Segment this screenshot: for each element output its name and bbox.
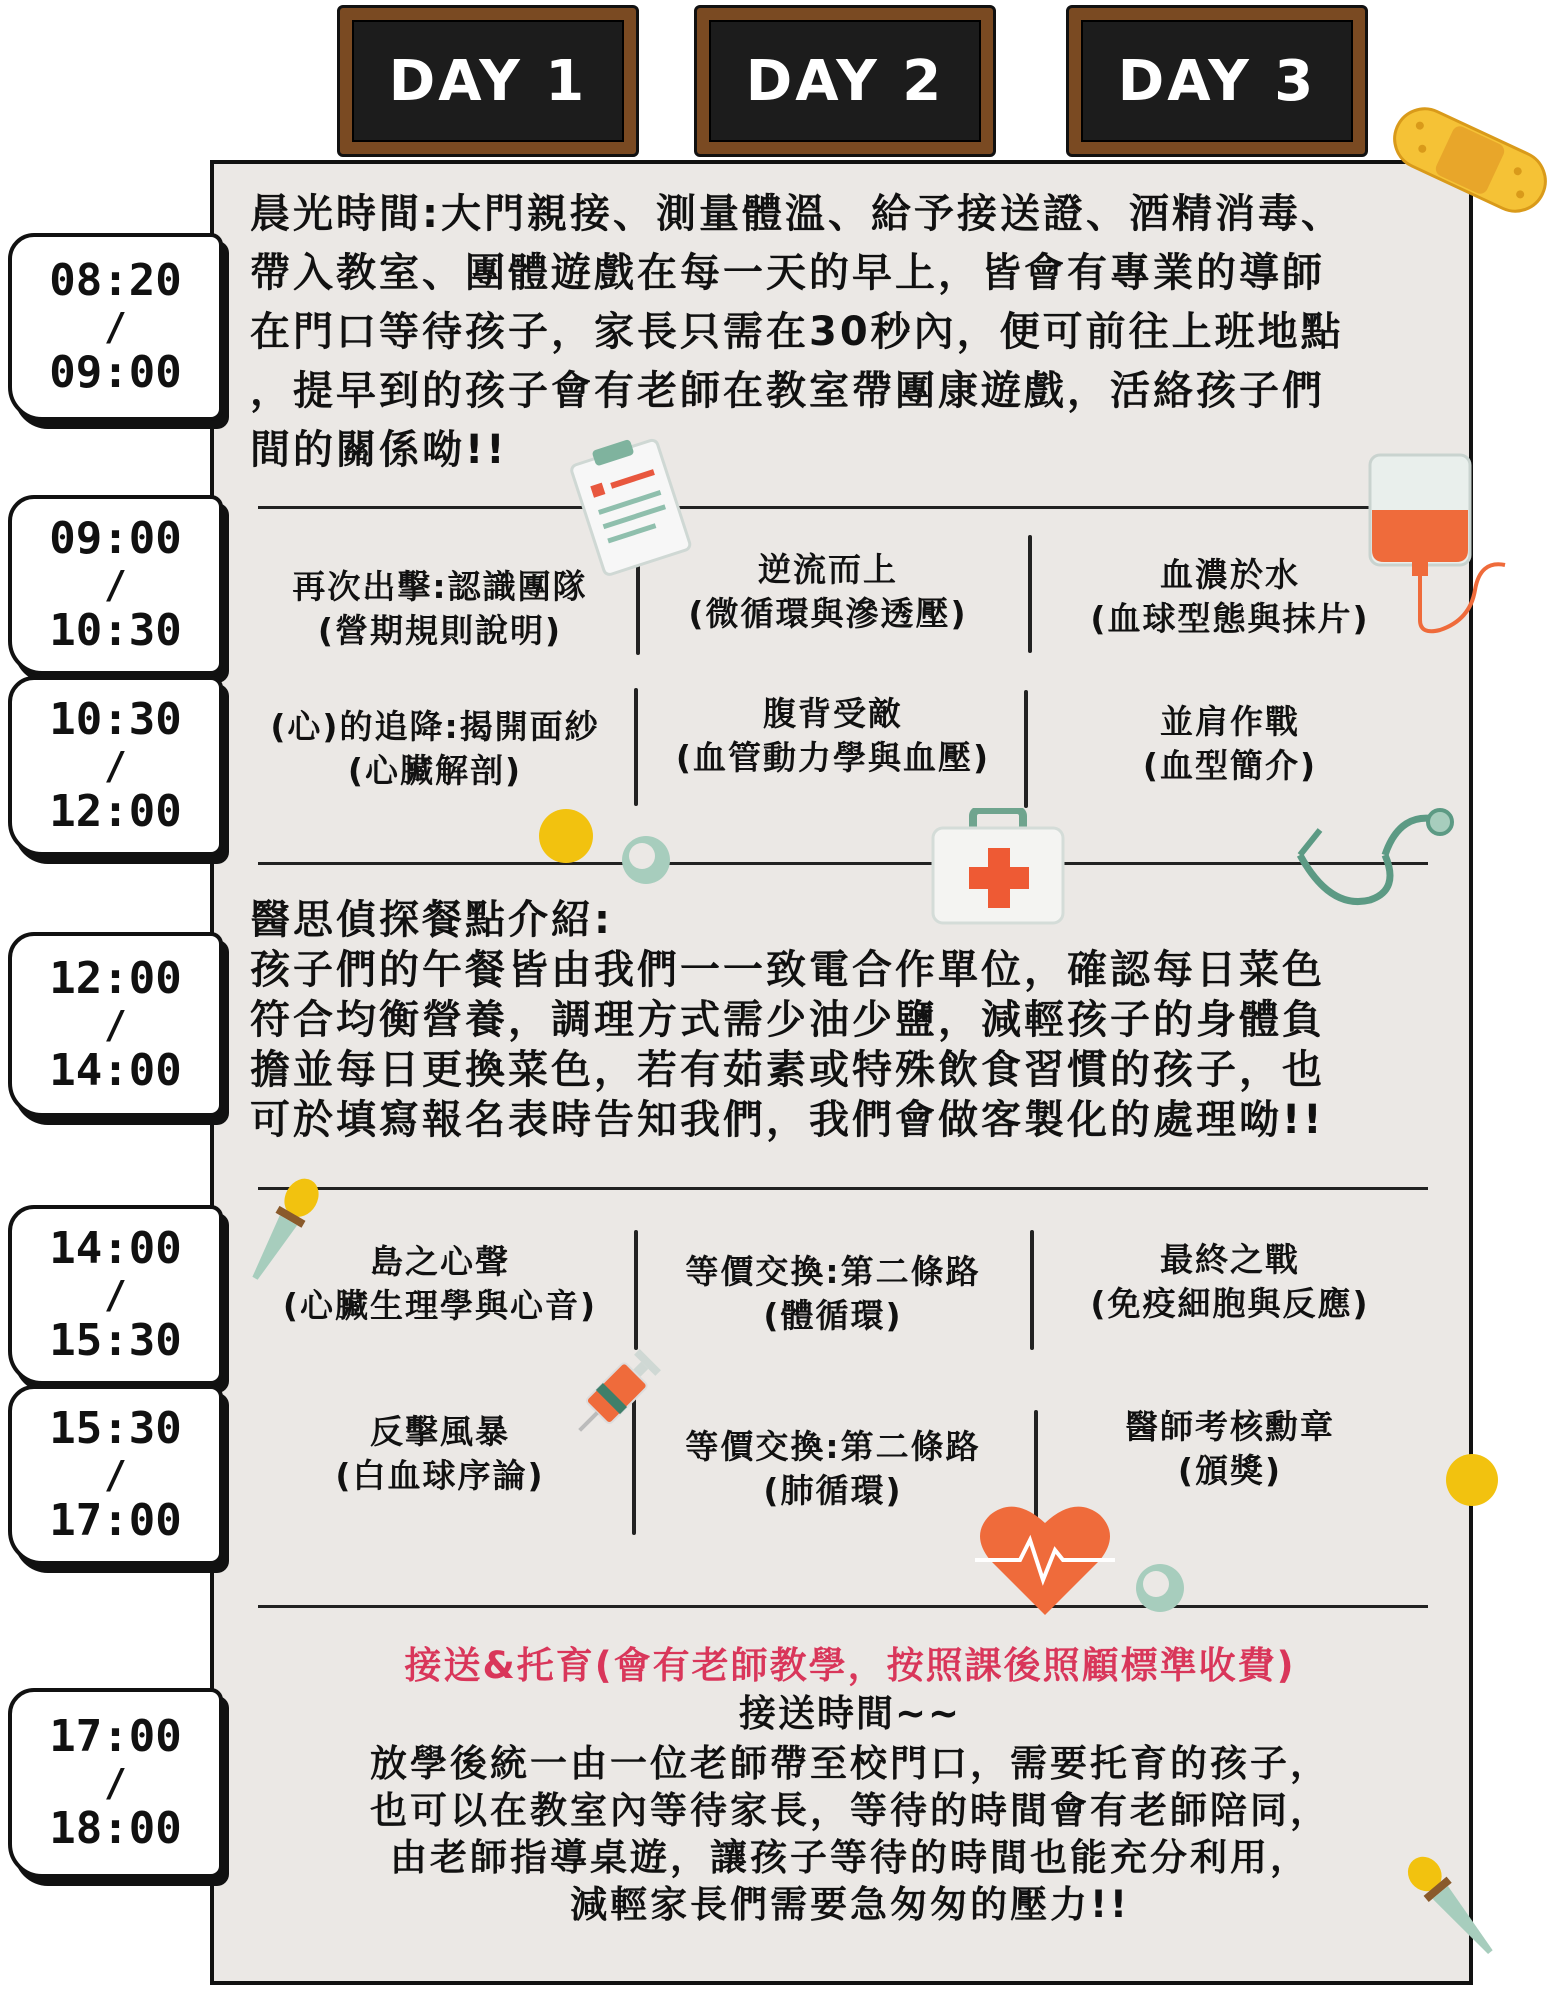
column-divider — [1024, 690, 1028, 808]
time-slot-7 — [8, 1688, 223, 1878]
time-separator: / — [104, 563, 127, 607]
session-day2-1530 — [648, 1425, 1018, 1513]
dropper-icon — [1400, 1845, 1510, 1975]
session-day1-1030 — [245, 705, 625, 793]
text-line: 減輕家長們需要急匆匆的壓力!! — [570, 1883, 1130, 1926]
session-day2-1030 — [648, 692, 1018, 780]
time-separator: / — [104, 305, 127, 349]
session-day3-1030 — [1045, 700, 1415, 788]
day-board-1[interactable] — [337, 5, 639, 157]
pickup-headline: 接送&托育(會有老師教學，按照課後照顧標準收費) — [404, 1644, 1296, 1687]
session-subtitle: (心臟生理學與心音) — [282, 1286, 598, 1325]
time-slot-4 — [8, 932, 223, 1117]
day-board-2[interactable] — [694, 5, 996, 157]
dropper-icon — [235, 1170, 325, 1300]
session-title: 最終之戰 — [1160, 1240, 1300, 1279]
time-start: 15:30 — [49, 1403, 182, 1454]
pickup-description — [250, 1740, 1450, 1928]
day-label: DAY 3 — [1117, 48, 1317, 114]
time-slot-6 — [8, 1385, 223, 1565]
text-line: 晨光時間:大門親接、測量體溫、給予接送證、酒精消毒、 — [250, 191, 1344, 237]
time-end: 12:00 — [49, 786, 182, 837]
text-line: 由老師指導桌遊，讓孩子等待的時間也能充分利用， — [390, 1836, 1310, 1879]
session-subtitle: (肺循環) — [763, 1471, 903, 1510]
text-line: 擔並每日更換菜色，若有茹素或特殊飲食習慣的孩子，也 — [250, 1047, 1325, 1093]
session-day2-0900 — [648, 548, 1008, 636]
session-title: 等價交換:第二條路 — [685, 1252, 981, 1291]
time-end: 17:00 — [49, 1495, 182, 1546]
session-title: (心)的追降:揭開面紗 — [270, 707, 600, 746]
time-separator: / — [104, 1761, 127, 1805]
stethoscope-icon — [1290, 800, 1460, 920]
session-subtitle: (營期規則說明) — [317, 611, 563, 650]
text-line: ，提早到的孩子會有老師在教室帶團康遊戲，活絡孩子們 — [250, 368, 1325, 414]
session-subtitle: (血球型態與抹片) — [1090, 599, 1370, 638]
day-label: DAY 2 — [745, 48, 945, 114]
time-start: 09:00 — [49, 513, 182, 564]
session-subtitle: (心臟解剖) — [347, 751, 523, 790]
time-slot-1 — [8, 233, 223, 421]
text-line: 符合均衡營養，調理方式需少油少鹽，減輕孩子的身體負 — [250, 997, 1325, 1043]
text-line: 孩子們的午餐皆由我們一一致電合作單位，確認每日菜色 — [250, 947, 1325, 993]
time-start: 12:00 — [49, 952, 182, 1004]
session-title: 再次出擊:認識團隊 — [292, 567, 588, 606]
pickup-subhead: 接送時間~~ — [738, 1692, 961, 1735]
session-title: 腹背受敵 — [763, 694, 903, 733]
time-separator: / — [104, 1273, 127, 1317]
session-day3-1530 — [1045, 1405, 1415, 1493]
session-subtitle: (免疫細胞與反應) — [1090, 1284, 1370, 1323]
time-end: 09:00 — [49, 347, 182, 398]
time-end: 14:00 — [49, 1044, 182, 1096]
time-slot-3 — [8, 676, 223, 856]
session-subtitle: (血管動力學與血壓) — [675, 738, 991, 777]
text-line: 也可以在教室內等待家長，等待的時間會有老師陪同， — [370, 1789, 1330, 1832]
time-separator: / — [104, 1453, 127, 1497]
time-separator: / — [104, 1002, 127, 1047]
session-title: 反擊風暴 — [370, 1412, 510, 1451]
session-title: 血濃於水 — [1160, 555, 1300, 594]
yellow-dot-icon — [1444, 1452, 1500, 1508]
text-line: 間的關係呦!! — [250, 427, 508, 473]
text-line: 在門口等待孩子，家長只需在30秒內，便可前往上班地點 — [250, 309, 1344, 355]
divider — [258, 1187, 1428, 1190]
session-title: 逆流而上 — [758, 550, 898, 589]
session-title: 並肩作戰 — [1160, 702, 1300, 741]
clipboard-icon — [560, 430, 700, 580]
session-subtitle: (微循環與滲透壓) — [688, 594, 968, 633]
iv-bag-icon — [1360, 450, 1510, 640]
time-start: 08:20 — [49, 255, 182, 306]
bandage-icon — [1370, 85, 1565, 235]
session-title: 醫師考核勳章 — [1125, 1407, 1335, 1446]
time-end: 15:30 — [49, 1315, 182, 1366]
time-slot-2 — [8, 495, 223, 675]
session-subtitle: (血型簡介) — [1142, 746, 1318, 785]
day-label: DAY 1 — [388, 48, 588, 114]
session-subtitle: (體循環) — [763, 1296, 903, 1335]
time-start: 14:00 — [49, 1223, 182, 1274]
syringe-icon — [560, 1340, 670, 1450]
column-divider — [1030, 1230, 1034, 1350]
session-title: 等價交換:第二條路 — [685, 1427, 981, 1466]
time-end: 18:00 — [49, 1803, 182, 1854]
text-line: 醫思偵探餐點介紹: — [250, 897, 613, 943]
text-line: 帶入教室、團體遊戲在每一天的早上，皆會有專業的導師 — [250, 250, 1325, 296]
day-board-3[interactable] — [1066, 5, 1368, 157]
heartbeat-icon — [975, 1495, 1115, 1620]
divider — [258, 506, 1428, 509]
divider — [258, 1605, 1428, 1608]
divider — [258, 862, 1428, 865]
morning-description — [250, 185, 1460, 480]
time-end: 10:30 — [49, 605, 182, 656]
yellow-dot-icon — [536, 806, 596, 866]
column-divider — [634, 1230, 638, 1350]
session-day3-1400 — [1045, 1238, 1415, 1326]
green-dot-icon — [1132, 1560, 1188, 1616]
time-slot-5 — [8, 1205, 223, 1385]
lunch-description — [250, 895, 1460, 1145]
text-line: 可於填寫報名表時告知我們，我們會做客製化的處理呦!! — [250, 1097, 1325, 1143]
text-line: 放學後統一由一位老師帶至校門口，需要托育的孩子， — [370, 1742, 1330, 1785]
session-day2-1400 — [648, 1250, 1018, 1338]
session-title: 島之心聲 — [370, 1242, 510, 1281]
time-start: 17:00 — [49, 1711, 182, 1762]
session-subtitle: (頒獎) — [1177, 1451, 1283, 1490]
green-dot-icon — [618, 832, 674, 888]
first-aid-kit-icon — [928, 808, 1068, 928]
time-start: 10:30 — [49, 694, 182, 745]
column-divider — [1028, 535, 1032, 653]
column-divider — [634, 688, 638, 806]
time-separator: / — [104, 744, 127, 788]
session-subtitle: (白血球序論) — [335, 1456, 545, 1495]
